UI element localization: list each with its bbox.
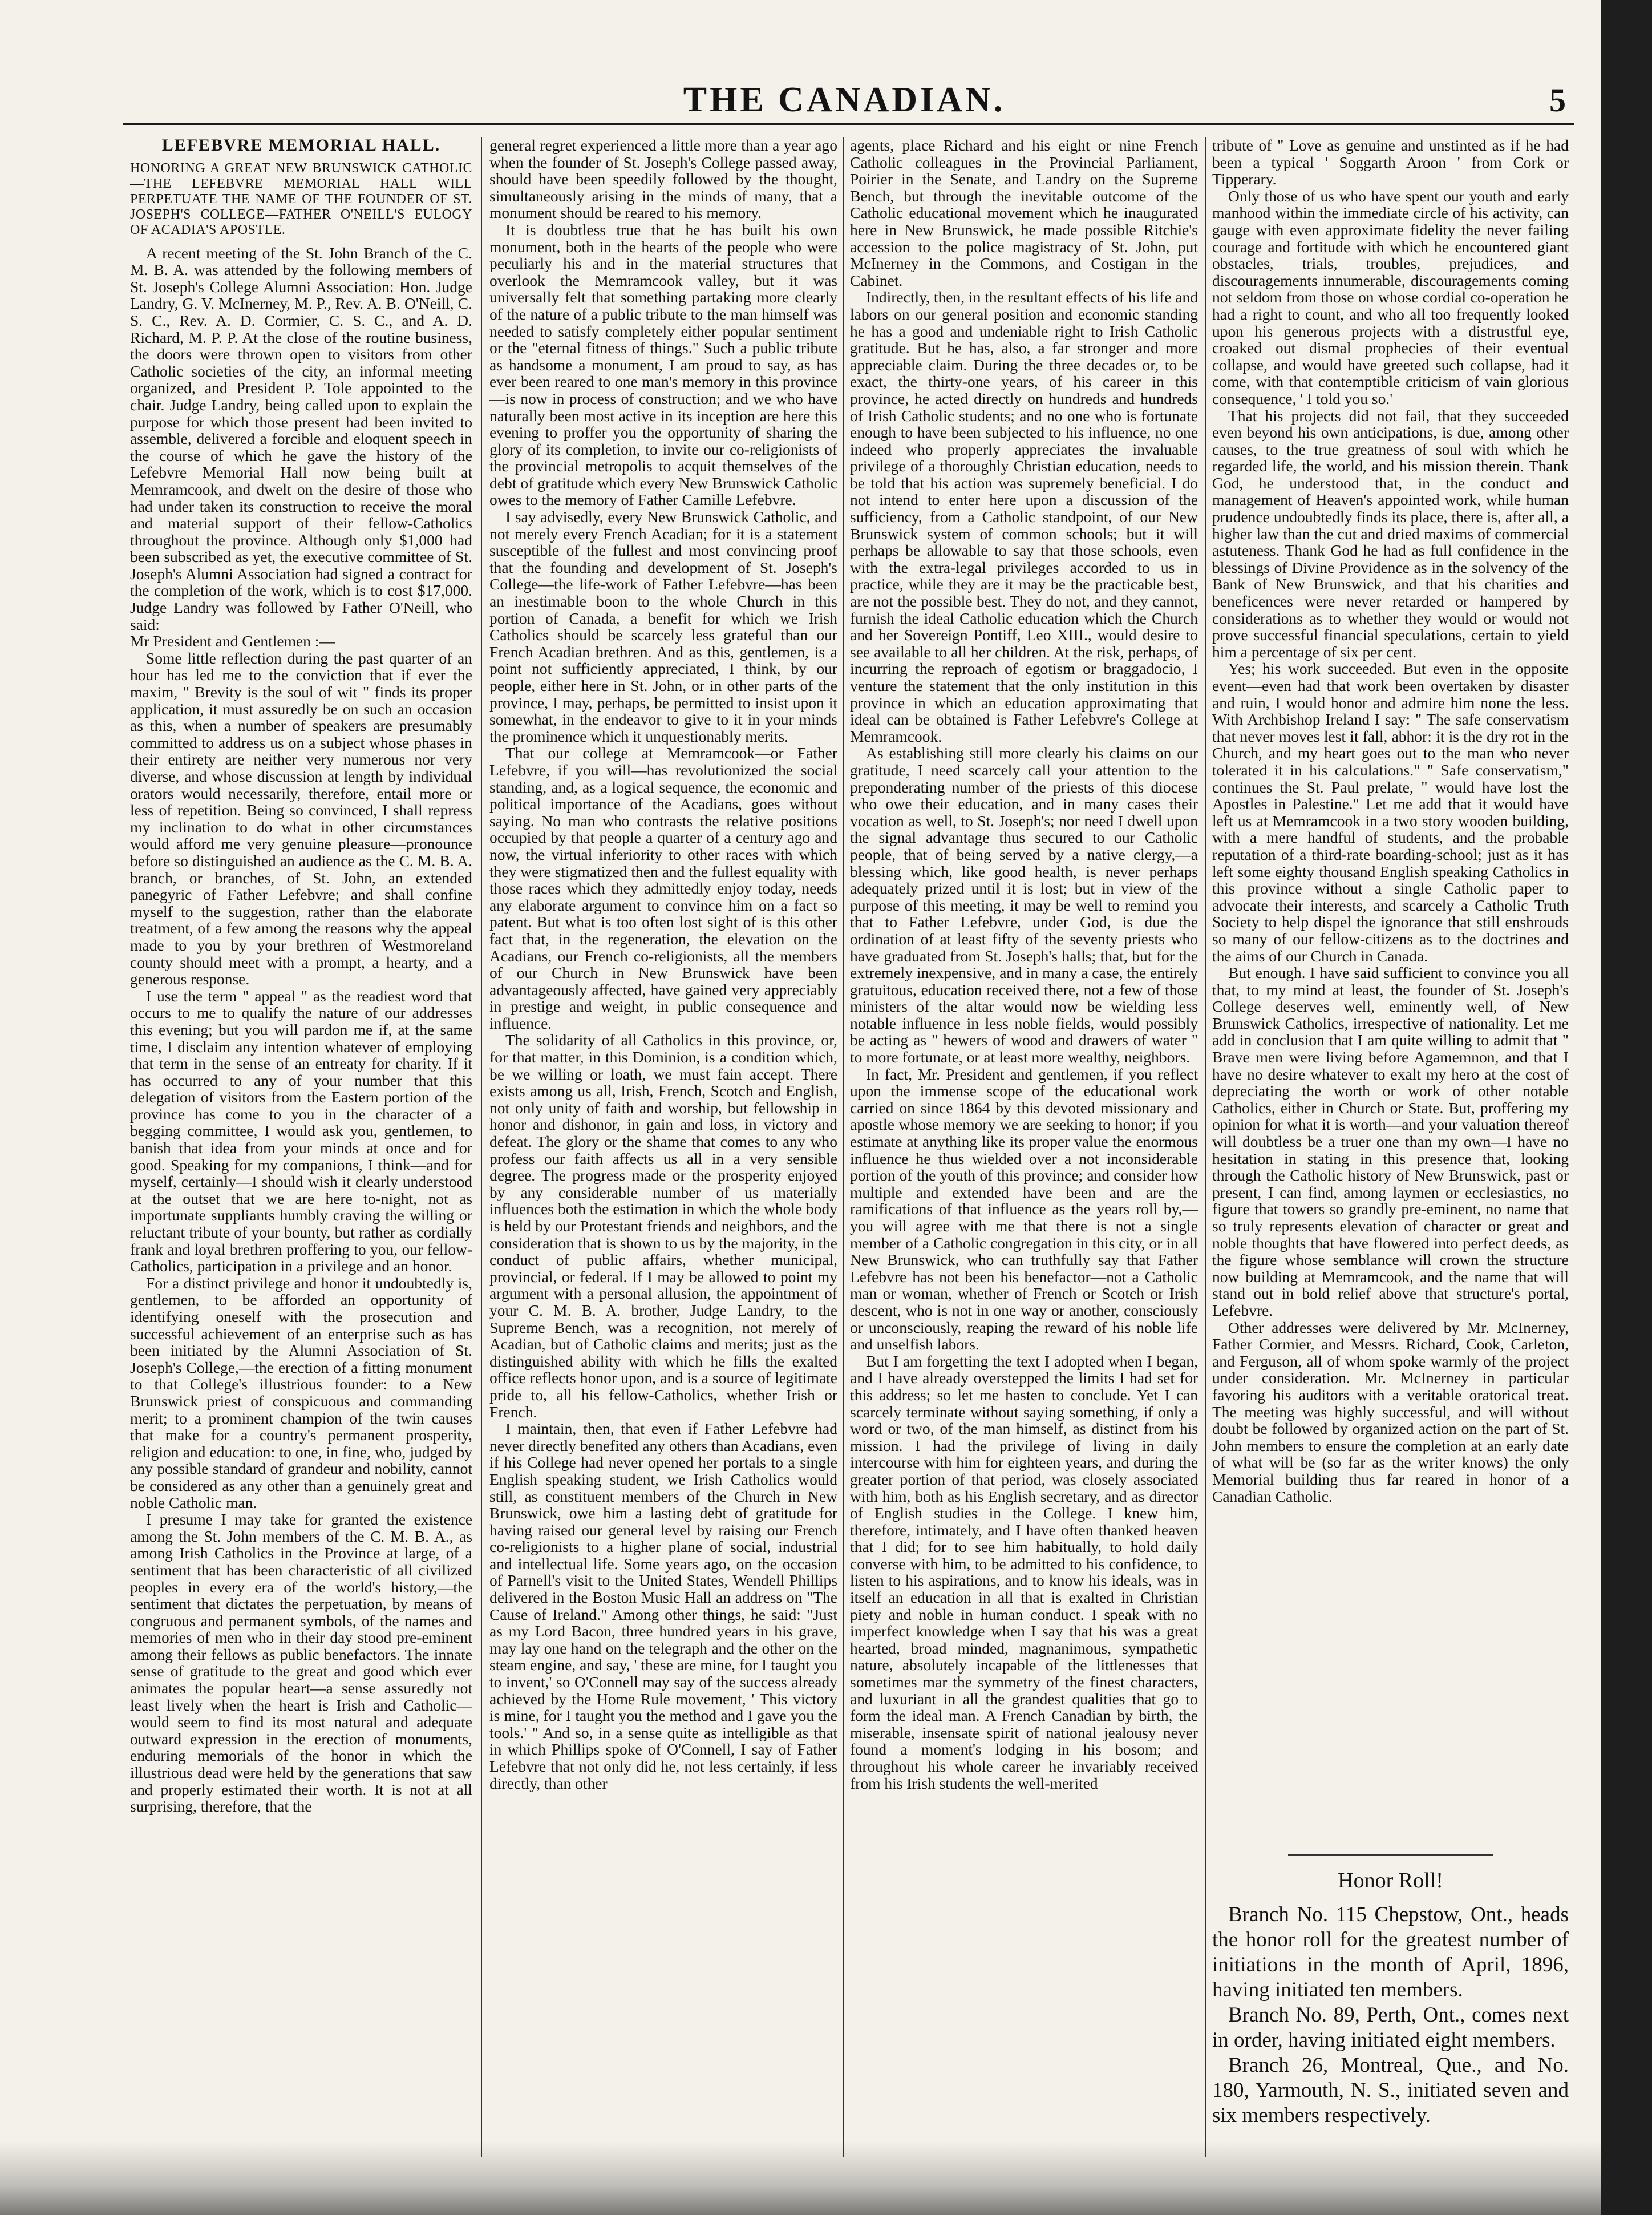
scan-edge	[1601, 0, 1652, 2215]
paragraph: But I am forgetting the text I adopted when I began, and I have already overstepped the limits I had set for this address; so let me hasten to conclude. Yet I can scarcely terminate without saying something, if only a word or two, of the man himself, as distinct from his mission. I had the privilege of living in daily intercourse with him for eighteen years, and during the greater portion of that period, was closely associated with him, both as his English secretary, and as director of English studies in the College. I knew him, therefore, intimately, and I have often thanked heaven that I did; for to see him habitually, to hold daily converse with him, to be admitted to his confidence, to listen to his aspirations, and to know his ideals, was in itself an education in all that is exalted in Christian piety and noble in human conduct. I speak with no imperfect knowledge when I say that his was a great hearted, broad minded, magnanimous, sympathetic nature, absolutely incapable of the littlenesses that sometimes mar the symmetry of the finest characters, and luxuriant in all the grandest qualities that go to form the ideal man. A French Canadian by birth, the miserable, insensate spirit of national jealousy never found a moment's lodging in his bosom; and throughout his whole career he invariably received from his Irish students the well-merited	[850, 1352, 1198, 1792]
paragraph: But enough. I have said sufficient to convince you all that, to my mind at least, the founder of St. Joseph's College deserves well, eminently well, of New Brunswick Catholics, irrespective of nationality. Let me add in conclusion that I am quite willing to admit that " Brave men were living before Agamemnon, and that I have no desire whatever to exalt my hero at the cost of depreciating the worth or work of other notable Catholics, either in Church or State. But, proffering my opinion for what it is worth—and your valuation thereof will doubtless be a truer one than my own—I have no hesitation in stating in this presence that, looking through the Catholic history of New Brunswick, past or present, I can find, among laymen or ecclesiastics, no figure that towers so grandly pre-eminent, no name that so truly represents elevation of character or great and noble thoughts that have flowered into perfect deeds, as the figure whose semblance will crown the structure now building at Memramcook, and the name that will stand out in bold relief above that structure's portal, Lefebvre.	[1212, 964, 1569, 1319]
page-header	[123, 80, 1566, 126]
honor-roll-entry: Branch No. 89, Perth, Ont., comes next in order, having initiated eight members.	[1212, 2003, 1569, 2052]
paragraph: Other addresses were delivered by Mr. McInerney, Father Cormier, and Messrs. Richard, Cook, Carleton, and Ferguson, all of whom spoke warmly of the project under consideration. Mr. McInerney in particular favoring his auditors with a veritable oratorical treat. The meeting was highly successful, and will without doubt be followed by organized action on the part of St. John members to ensure the completion at an early date of what will be (so far as the writer knows) the only Memorial building thus far reared in honor of a Canadian Catholic.	[1212, 1318, 1569, 1505]
paragraph: That his projects did not fail, that they succeeded even beyond his own anticipations, is due, among other causes, to the true greatness of soul with which he regarded life, the world, and his mission therein. Thank God, he understood that, in the conduct and management of Heaven's appointed work, while human prudence undoubtedly finds its place, there is, after all, a higher law than the cut and dried maxims of commercial astuteness. Thank God he had as full confidence in the blessings of Divine Providence as in the solvency of the Bank of New Brunswick, and that his charities and beneficences were never retarded or hampered by considerations as to whether they would or would not prove successful financial speculations, certain to yield him a percentage of six per cent.	[1212, 406, 1569, 661]
paragraph: general regret experienced a little more than a year ago when the founder of St. Joseph's College passed away, should have been speedily followed by the thought, simultaneously arising in the minds of many, that a monument should be reared to his memory.	[489, 137, 837, 222]
header-rule	[123, 123, 1574, 125]
article-headline: LEFEBVRE MEMORIAL HALL.	[161, 137, 441, 155]
paragraph: Only those of us who have spent our youth and early manhood within the immediate circle of his activity, can gauge with even approximate fidelity the never failing courage and fortitude with which he encountered giant obstacles, trials, troubles, prejudices, and discouragements innumerable, discouragements coming not seldom from those on whose cordial co-operation he had a right to count, and who all too frequently looked upon his generous projects with a distrustful eye, croaked out dismal prophecies of their eventual collapse, and would have greeted such collapse, had it come, with that contemptible criticism of vain glorious consequence, ' I told you so.'	[1212, 187, 1569, 407]
paragraph: Yes; his work succeeded. But even in the opposite event—even had that work been overtaken by disaster and ruin, I would honor and admire him none the less. With Archbishop Ireland I say: " The safe conservatism that never moves lest it fall, abhor: it is the dry rot in the Church, and my heart goes out to the man who never tolerated it in his calculations." " Safe conservatism," continues the St. Paul prelate, " would have lost the Apostles in Palestine." Let me add that it would have left us at Memramcook in a two story wooden building, with a mere handful of students, and the probable reputation of a third-rate boarding-school; just as it has left some eighty thousand English speaking Catholics in this province without a single Catholic paper to advocate their interests, and scarcely a Catholic Truth Society to help dispel the ignorance that still enshrouds so many of our fellow-citizens as to the doctrines and the aims of our Church in Canada.	[1212, 660, 1569, 965]
paragraph: I say advisedly, every New Brunswick Catholic, and not merely every French Acadian; for it is a statement susceptible of the fullest and most convincing proof that the founding and development of St. Joseph's College—the life-work of Father Lefebvre—has been an inestimable boon to the whole Church in this portion of Canada, a benefit for which we Irish Catholics should be scarcely less grateful than our French Acadian brethren. And as this, gentlemen, is a point not sufficiently appreciated, I think, by our people, either here in St. John, or in other parts of the province, I may, perhaps, be permitted to insist upon it somewhat, in the endeavor to give to it in your minds the prominence which it unquestionably merits.	[489, 508, 837, 745]
paragraph: In fact, Mr. President and gentlemen, if you reflect upon the immense scope of the educational work carried on since 1864 by this devoted missionary and apostle whose memory we are seeking to honor; if you estimate at anything like its proper value the enormous influence he thus wielded over a not inconsiderable portion of the youth of this province; and consider how multiple and extended have been and are the ramifications of that influence as the years roll by,—you will agree with me that there is not a single member of a Catholic congregation in this city, or in all New Brunswick, who can truthfully say that Father Lefebvre has not been his benefactor—not a Catholic man or woman, whether of French or Scotch or Irish descent, who is not in one way or another, consciously or unconsciously, reaping the reward of his noble life and unselfish labors.	[850, 1065, 1198, 1353]
paragraph: It is doubtless true that he has built his own monument, both in the hearts of the people who were peculiarly his and in the material structures that overlook the Memramcook valley, but it was universally felt that something partaking more clearly of the nature of a public tribute to the man himself was needed to satisfy completely either popular sentiment or the "eternal fitness of things." Such a public tribute as handsome a monument, I am proud to say, as has ever been reared to one man's memory in this province —is now in process of construction; and we who have naturally been most active in its inception are here this evening to proffer you the opportunity of sharing the glory of its completion, to invite our co-religionists of the provincial metropolis to acquit themselves of the debt of gratitude which every New Brunswick Catholic owes to the memory of Father Camille Lefebvre.	[489, 220, 837, 509]
scan-damage-bottom	[0, 2141, 1652, 2215]
paragraph: I use the term " appeal " as the readiest word that occurs to me to qualify the nature of our addresses this evening; but you will pardon me if, at the same time, I disclaim any intention whatever of employing that term in the sense of an entreaty for charity. If it has occurred to any of your number that this delegation of visitors from the Eastern portion of the province has come to you in the character of a begging committee, I would ask you, gentlemen, to banish that idea from your minds at once and for good. Speaking for my companions, I think—and for myself, certainly—I should wish it clearly understood at the outset that we are here to-night, not as importunate suppliants humbly craving the willing or reluctant tribute of your bounty, but rather as cordially frank and loyal brethren proffering to you, our fellow-Catholics, participation in a privilege and an honor.	[130, 987, 472, 1275]
column-divider	[481, 137, 482, 2157]
paragraph: Some little reflection during the past quarter of an hour has led me to the conviction that if ever the maxim, " Brevity is the soul of wit " finds its proper application, it must assuredly be on such an occasion as this, when a number of speakers are presumably committed to address us on a subject whose phases in their entirety are neither very numerous nor very diverse, and whose discussion at length by individual orators would necessarily, therefore, entail more or less of repetition. Being so convinced, I shall repress my inclination to do what in other circumstances would afford me very genuine pleasure—pronounce before so distinguished an audience as the C. M. B. A. branch, or branches, of St. John, an extended panegyric of Father Lefebvre; and shall confine myself to the suggestion, rather than the elaborate treatment, of a few among the reasons why the appeal made to you by your brethren of Westmoreland county should meet with a prompt, a hearty, and a generous response.	[130, 649, 472, 988]
honor-roll-entry: Branch No. 115 Chepstow, Ont., heads the honor roll for the greatest number of initiations in the month of April, 1896, having initiated ten members.	[1212, 1903, 1569, 2002]
paragraph: I maintain, then, that even if Father Lefebvre had never directly benefited any others than Acadians, even if his College had never opened her portals to a single English speaking student, we Irish Catholics would still, as constituent members of the Church in New Brunswick, owe him a lasting debt of gratitude for having raised our general level by raising our French co-religionists to a higher plane of social, industrial and intellectual life. Some years ago, on the occasion of Parnell's visit to the United States, Wendell Phillips delivered in the Boston Music Hall an address on "The Cause of Ireland." Among other things, he said: "Just as my Lord Bacon, three hundred years in his grave, may lay one hand on the telegraph and the other on the steam engine, and say, ' these are mine, for I taught you to invent,' so O'Connell may say of the success already achieved by the Home Rule movement, ' This victory is mine, for I taught you the method and I gave you the tools.' " And so, in a sense quite as intelligible as that in which Phillips spoke of O'Connell, I say of Father Lefebvre that not only did he, not less certainly, if less directly, than other	[489, 1420, 837, 1792]
paragraph: agents, place Richard and his eight or nine French Catholic colleagues in the Provincial Parliament, Poirier in the Senate, and Landry on the Supreme Bench, but through the inevitable outcome of the Catholic educational movement which he inaugurated here in New Brunswick, he made possible Ritchie's accession to the police magistracy of St. John, put McInerney in the Commons, and Costigan in the Cabinet.	[850, 137, 1198, 289]
paragraph: tribute of " Love as genuine and unstinted as if he had been a typical ' Soggarth Aroon ' from Cork or Tipperary.	[1212, 137, 1569, 188]
paragraph: The solidarity of all Catholics in this province, or, for that matter, in this Dominion, is a condition which, be we willing or loath, we must fain accept. There exists among us all, Irish, French, Scotch and English, not only unity of faith and worship, but fellowship in honor and dishonor, in gain and loss, in victory and defeat. The glory or the shame that comes to any who profess our faith affects us all in a very sensible degree. The progress made or the prosperity enjoyed by any considerable number of us materially influences both the estimation in which the whole body is held by our Protestant friends and neighbors, and the consideration that is shown to us by the majority, in the conduct of public affairs, whether municipal, provincial, or federal. If I may be allowed to point my argument with a personal allusion, the appointment of your C. M. B. A. brother, Judge Landry, to the Supreme Bench, was a recognition, not merely of Acadian, but of Catholic claims and merits; just as the distinguished ability with which he fills the exalted office reflects honor upon, and is a source of legitimate pride to, all his fellow-Catholics, whether Irish or French.	[489, 1031, 837, 1421]
honor-roll-title: Honor Roll!	[1338, 1869, 1443, 1893]
paragraph: For a distinct privilege and honor it undoubtedly is, gentlemen, to be afforded an opportunity of identifying oneself with the prosecution and successful achievement of an enterprise such as has been initiated by the Alumni Association of St. Joseph's College,—the erection of a fitting monument to that College's illustrious founder: to a New Brunswick priest of conspicuous and commanding merit; to a prominent champion of the twin causes that make for a country's permanent prosperity, religion and education: to one, in fine, who, judged by any possible standard of grandeur and nobility, cannot be considered as any other than a genuinely great and noble Catholic man.	[130, 1274, 472, 1511]
column-3	[850, 137, 1198, 2157]
column-4	[1212, 137, 1569, 1843]
paragraph: That our college at Memramcook—or Father Lefebvre, if you will—has revolutionized the social standing, and, as a logical sequence, the economic and political importance of the Acadians, goes without saying. No man who contrasts the relative positions occupied by that people a quarter of a century ago and now, the virtual inferiority to other races with which they were stigmatized then and the fullest equality with those races which they admittedly enjoy today, needs any elaborate argument to convince him on a fact so patent. But what is too often lost sight of is this other fact that, in the regeneration, the elevation on the Acadians, our French co-religionists, all the members of our Church in New Brunswick have been advantageously affected, have gained very appreciably in prestige and weight, in public consequence and influence.	[489, 744, 837, 1032]
paragraph: I presume I may take for granted the existence among the St. John members of the C. M. B. A., as among Irish Catholics in the Province at large, of a sentiment that has been characteristic of all civilized peoples in every era of the world's history,—the sentiment that dictates the perpetuation, by means of congruous and permanent symbols, of the names and memories of men who in their day stood pre-eminent among their fellows as public benefactors. The innate sense of gratitude to the great and good which ever animates the popular heart—a sense assuredly not least lively when the heart is Irish and Catholic—would seem to find its most natural and adequate outward expression in the erection of monuments, enduring memorials of the honor in which the illustrious dead were held by the generations that saw and properly estimated their worth. It is not at all surprising, therefore, that the	[130, 1510, 472, 1816]
paragraph: A recent meeting of the St. John Branch of the C. M. B. A. was attended by the following members of St. Joseph's College Alumni Association: Hon. Judge Landry, G. V. McInerney, M. P., Rev. A. B. O'Neill, C. S. C., Rev. A. D. Cormier, C. S. C., and A. D. Richard, M. P. P. At the close of the routine business, the doors were thrown open to visitors from other Catholic societies of the city, an informal meeting organized, and President P. Tole appointed to the chair. Judge Landry, being called upon to explain the purpose for which those present had been invited to assemble, delivered a forcible and eloquent speech in the course of which he gave the history of the Lefebvre Memorial Hall now being built at Memramcook, and dwelt on the desire of those who had under taken its construction to receive the moral and material support of their fellow-Catholics throughout the province. Although only $1,000 had been subscribed as yet, the executive committee of St. Joseph's Alumni Association had signed a contract for the completion of the work, which is to cost $17,000. Judge Landry was followed by Father O'Neill, who said:	[130, 244, 472, 633]
column-2	[489, 137, 837, 2157]
column-divider	[843, 137, 844, 2157]
newspaper-title: THE CANADIAN.	[683, 80, 1006, 119]
honor-roll-entry: Branch 26, Montreal, Que., and No. 180, Yarmouth, N. S., initiated seven and six members respectively.	[1212, 2054, 1569, 2127]
article-deck: HONORING A GREAT NEW BRUNSWICK CATHOLIC—THE LEFEBVRE MEMORIAL HALL WILL PERPETUATE THE NAME OF THE FOUNDER OF ST. JOSEPH'S COLLEGE—FATHER O'NEILL'S EULOGY OF ACADIA'S APOSTLE.	[130, 160, 472, 237]
salutation: Mr President and Gentlemen :—	[130, 632, 335, 650]
column-divider	[1205, 137, 1206, 2157]
honor-roll-section	[1212, 1854, 1569, 2128]
column-1	[130, 137, 472, 2157]
page-number: 5	[1549, 82, 1566, 119]
paragraph: Indirectly, then, in the resultant effects of his life and labors on our general position and economic standing he has a good and undeniable right to Irish Catholic gratitude. But he has, also, a far stronger and more appreciable claim. During the three decades or, to be exact, the thirty-one years, of his career in this province, he acted directly on hundreds and hundreds of Irish Catholic students; and no one who is fortunate enough to have been subjected to his influence, no one indeed who properly appreciates the invaluable privilege of a thoroughly Christian education, needs to be told that his action was supremely beneficial. I do not intend to enter here upon a discussion of the sufficiency, from a Catholic standpoint, of our New Brunswick system of common schools; but it will perhaps be allowable to say that those schools, even with the extra-legal privileges accorded to us in practice, while they are it may be the practicable best, are not the possible best. They do not, and they cannot, furnish the ideal Catholic education which the Church and her Sovereign Pontiff, Leo XIII., would desire to see available to all her children. At the risk, perhaps, of incurring the reproach of egotism or braggadocio, I venture the statement that the only institution in this province in which an education approximating that ideal can be obtained is Father Lefebvre's College at Memramcook.	[850, 288, 1198, 745]
section-rule	[1288, 1854, 1493, 1856]
paragraph: As establishing still more clearly his claims on our gratitude, I need scarcely call your attention to the preponderating number of the priests of this diocese who owe their education, and in many cases their vocation as well, to St. Joseph's; nor need I dwell upon the signal advantage thus secured to our Catholic people, that of being served by a native clergy,—a blessing which, like good health, is never perhaps adequately prized until it is lost; but in view of the purpose of this meeting, it may be well to remind you that to Father Lefebvre, under God, is due the ordination of at least fifty of the seventy priests who have graduated from St. Joseph's halls; that, but for the extremely inexpensive, and in many a case, the entirely gratuitous, education received there, not a few of those ministers of the altar would now be wielding less notable influence in less noble fields, would possibly be acting as " hewers of wood and drawers of water " to more fortunate, or at least more wealthy, neighbors.	[850, 744, 1198, 1066]
